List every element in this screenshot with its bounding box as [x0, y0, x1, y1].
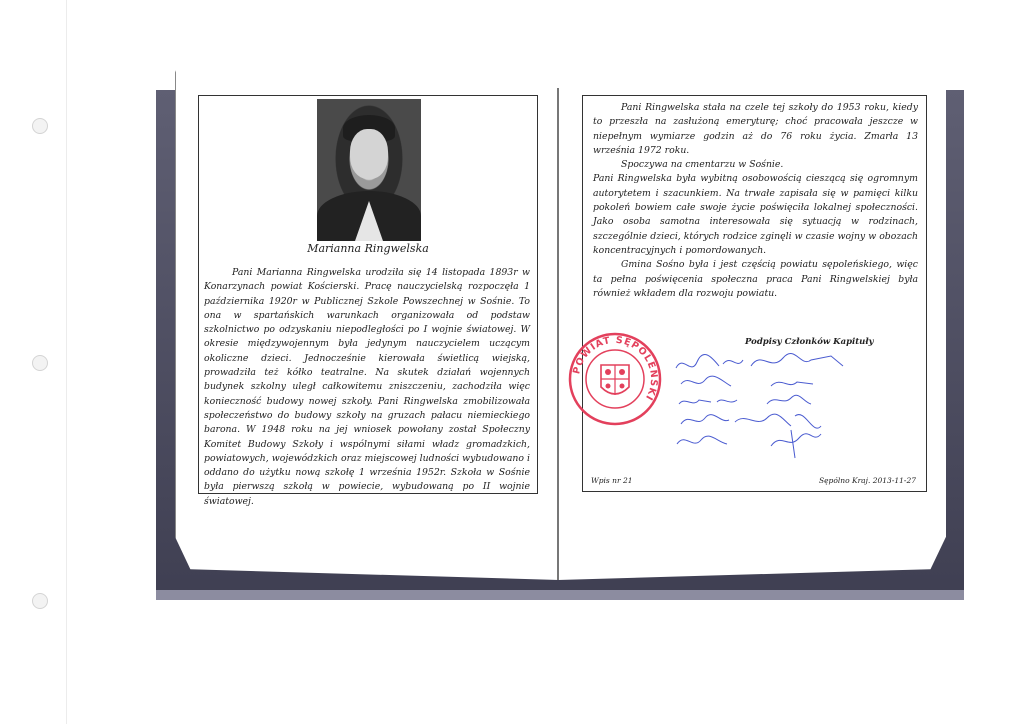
book-spine: [557, 88, 559, 580]
biography-continued: [593, 101, 918, 301]
powiat-seal: [567, 331, 663, 427]
signature-2: [681, 376, 813, 386]
signatures-title: Podpisy Członków Kapituły: [745, 337, 874, 347]
portrait-face: [350, 129, 388, 179]
seal-text: POWIAT SĘPOLEŃSKI: [571, 334, 660, 403]
page-edge: [66, 0, 67, 724]
paragraph-retirement: Pani Ringwelska stała na czele tej szkoły do 1953 roku, kiedy to przeszła na zasłużoną emeryturę; choć pracowała jeszcze w niepełnym wymiarze godzin aż do 76 roku życia. Zmarła 13 września 1972 roku.: [593, 102, 918, 156]
member-signatures: [671, 346, 861, 466]
punch-hole: [32, 355, 48, 371]
signature-1: [676, 354, 843, 368]
paragraph-community: Gmina Sośno była i jest częścią powiatu sępoleńskiego, więc ta pełna poświęcenia społeczna praca Pani Ringwelskiej była również wkładem dla rozwoju powiatu.: [593, 259, 918, 299]
place-date: Sępólno Kraj. 2013-11-27: [818, 476, 916, 485]
signature-4: [681, 414, 821, 428]
punch-hole: [32, 118, 48, 134]
portrait-photo: [317, 99, 421, 241]
paragraph-personality: Pani Ringwelska była wybitną osobowością cieszącą się ogromnym autorytetem i szacunkiem. Na trwałe zapisała się w pamięci kilku pokoleń bowiem całe swoje życie poświęciła lokalnej społeczności. Jako osoba samotna interesowała się sytuacją w rodzinach, szczególnie dzieci, których rodzice zginęli w czasie wojny w obozach koncentracyjnych i pomordowanych.: [593, 173, 918, 256]
signature-3: [679, 395, 811, 404]
entry-number: Wpis nr 21: [591, 476, 633, 485]
paragraph-burial: Spoczywa na cmentarzu w Sośnie.: [621, 159, 784, 171]
biography-text: Pani Marianna Ringwelska urodziła się 14 listopada 1893r w Konarzynach powiat Kościerski. Pracę nauczycielską rozpoczęła 1 października 1920r w Publicznej Szkole Powszechnej w Sośnie. To ona w spartańskich warunkach organizowała od podstaw szkolnictwo po odzyskaniu niepodległości po I wojnie światowej. W okresie międzywojennym była jedynym nauczycielem uczącym okoliczne dzieci. Jednocześnie kierowała świetlicą wiejską, prowadziła też kółko teatralne. Na skutek działań wojennych budynek szkolny uległ całkowitemu zniszczeniu, zachodziła więc konieczność budowy nowej szkoły. Pani Ringwelska zmobilizowała społeczeństwo do budowy szkoły na gruzach pałacu niemieckiego barona. W 1948 roku na jej wniosek powołany został Społeczny Komitet Budowy Szkoły i wspólnymi siłami władz gromadzkich, powiatowych, wojewódzkich oraz miejscowej ludności wybudowano i oddano do użytku nową szkołę 1 września 1952r. Szkoła w Sośnie była pierwszą szkołą w powiecie, wybudowaną po II wojnie światowej.: [204, 267, 530, 507]
right-panel: [571, 95, 927, 492]
signature-5: [677, 430, 821, 458]
left-panel: [198, 95, 538, 507]
photo-caption: Marianna Ringwelska: [307, 242, 429, 255]
punch-hole: [32, 593, 48, 609]
